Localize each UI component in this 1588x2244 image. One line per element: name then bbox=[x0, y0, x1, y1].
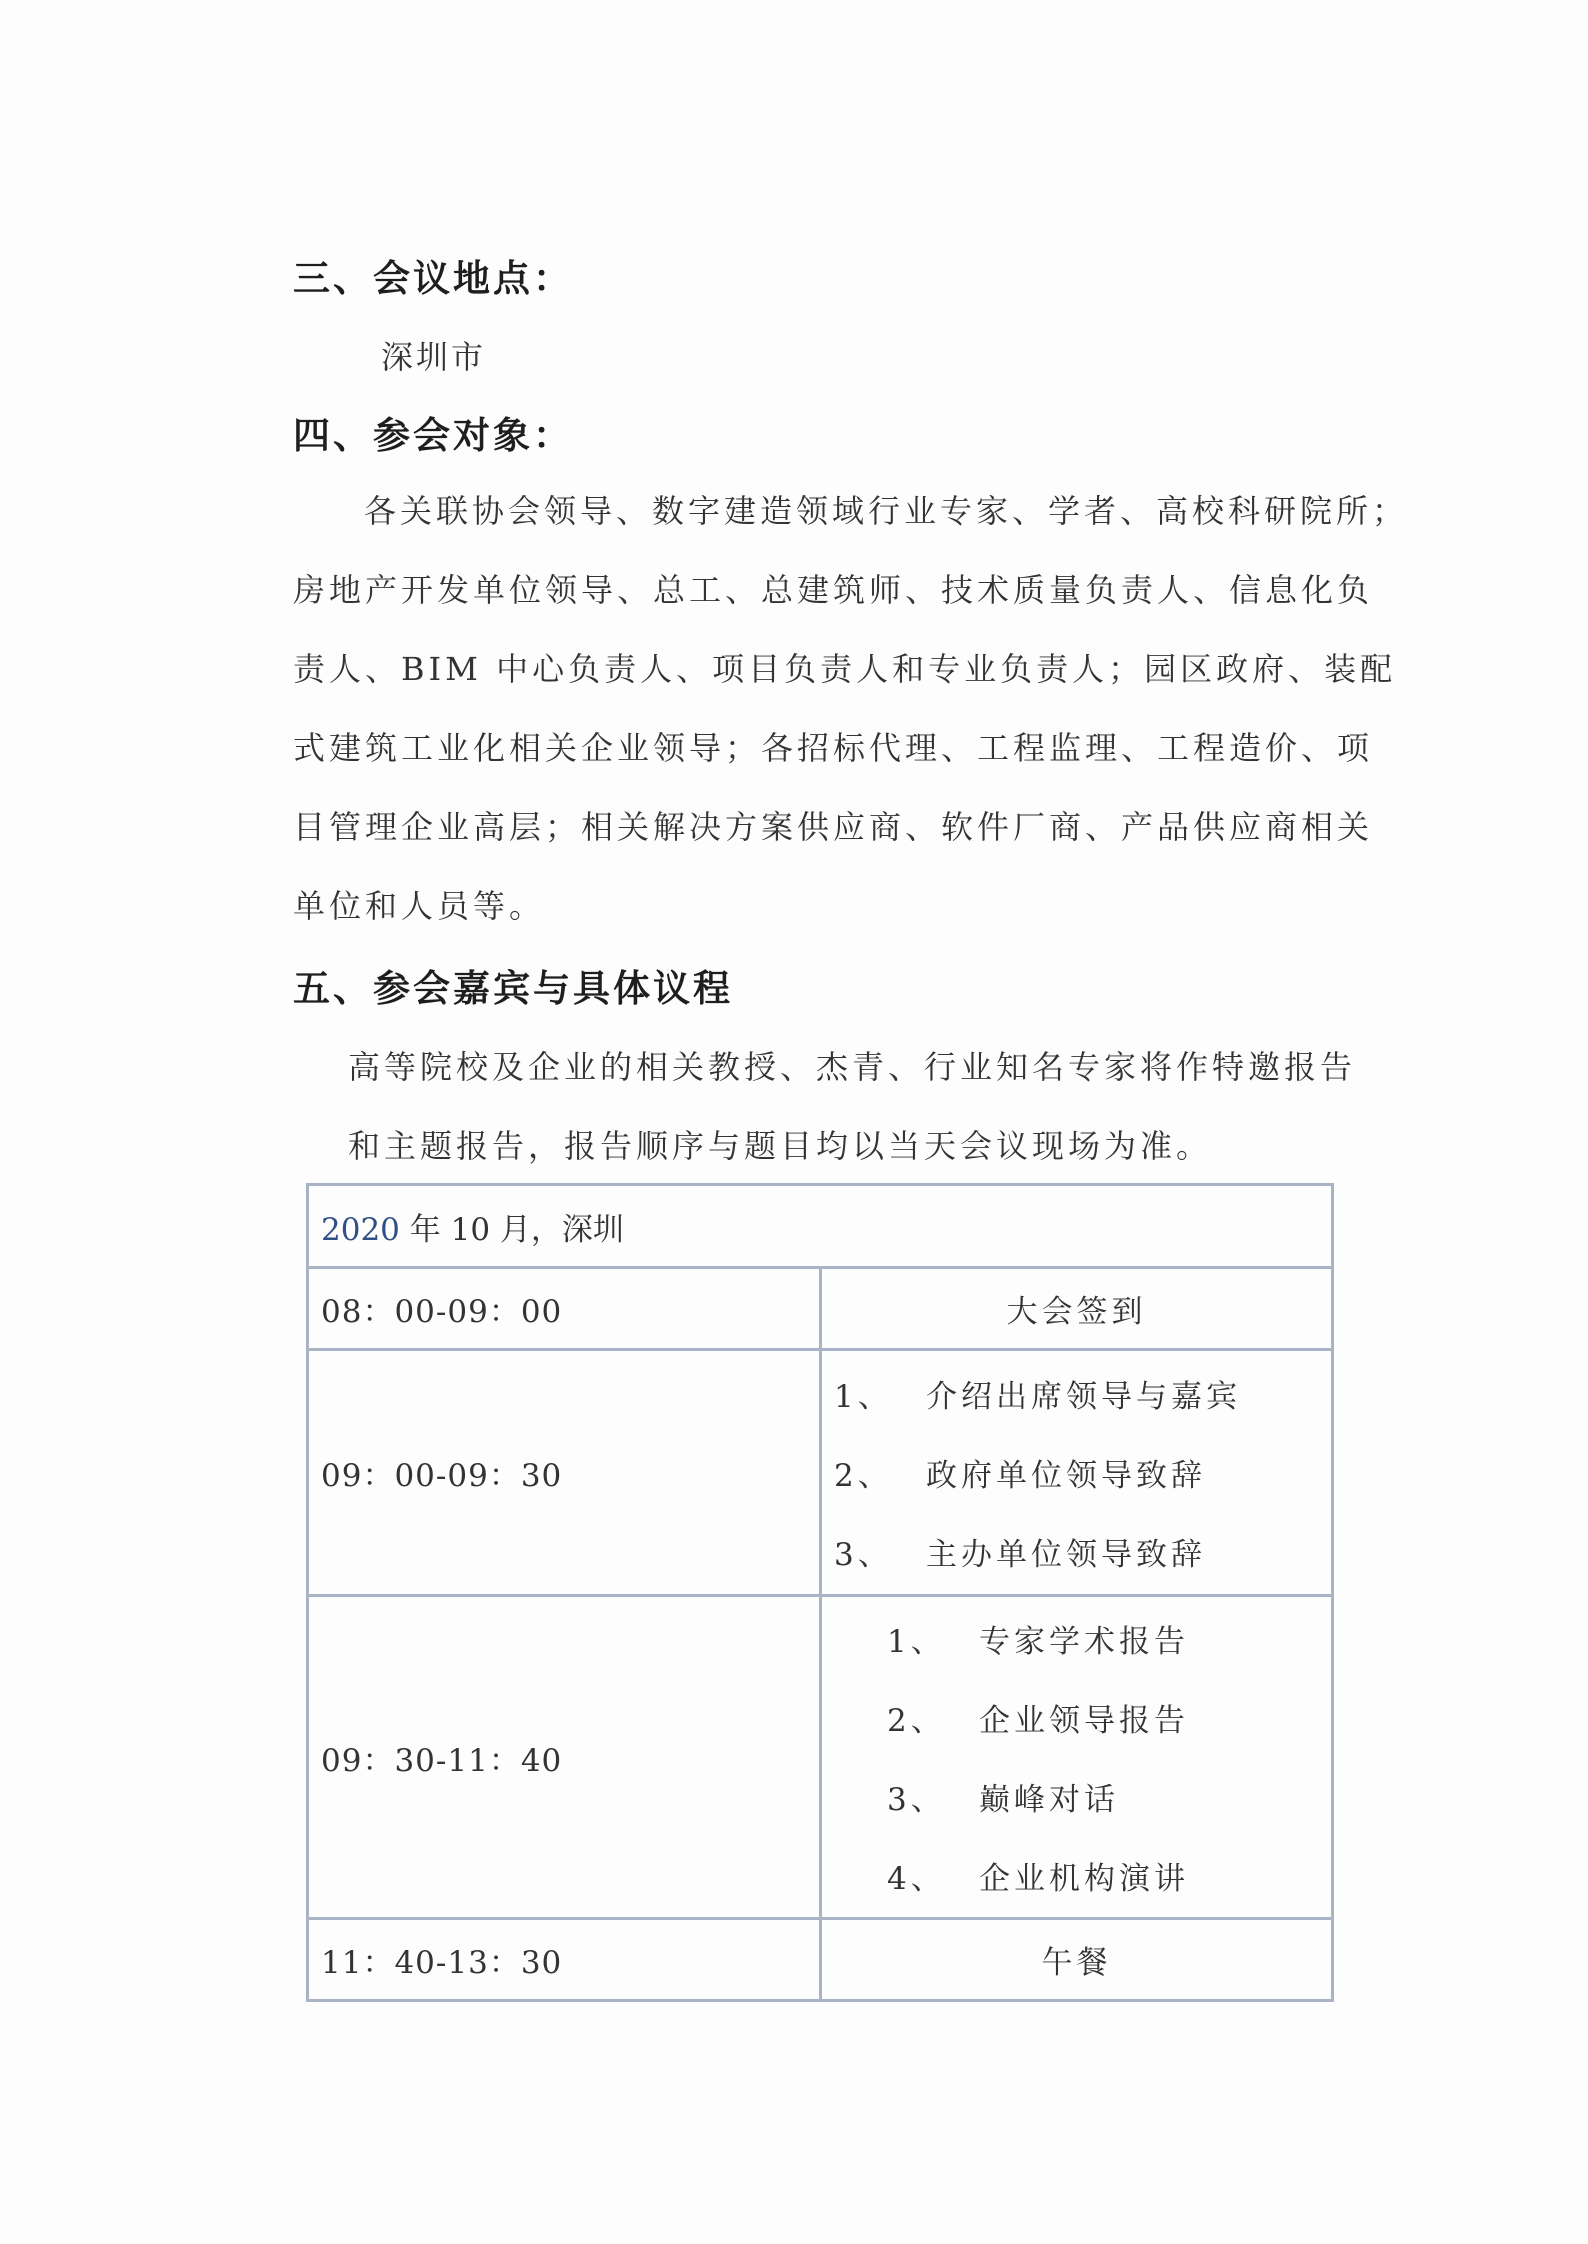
agenda-date bbox=[308, 1185, 1333, 1268]
section5-intro bbox=[348, 1028, 1357, 1186]
agenda-item-text: 介绍出席领导与嘉宾 bbox=[926, 1379, 1241, 1415]
agenda-item bbox=[887, 1599, 1319, 1678]
agenda-item bbox=[834, 1354, 1319, 1433]
agenda-item-num: 1、 bbox=[887, 1624, 946, 1660]
section4-body bbox=[293, 551, 1397, 946]
agenda-item-num: 4、 bbox=[887, 1861, 946, 1897]
section5-line: 高等院校及企业的相关教授、杰青、行业知名专家将作特邀报告 bbox=[348, 1048, 1357, 1086]
agenda-item-text: 专家学术报告 bbox=[979, 1624, 1189, 1660]
agenda-item bbox=[834, 1512, 1319, 1591]
section4-line: 单位和人员等。 bbox=[293, 887, 546, 925]
agenda-item bbox=[834, 1433, 1319, 1512]
agenda-activity-list bbox=[821, 1350, 1333, 1596]
section4-line: 目管理企业高层；相关解决方案供应商、软件厂商、产品供应商相关 bbox=[293, 808, 1374, 846]
agenda-date-year: 2020 bbox=[321, 1211, 400, 1248]
agenda-item bbox=[887, 1757, 1319, 1836]
agenda-item-text: 政府单位领导致辞 bbox=[926, 1458, 1206, 1494]
agenda-item-num: 1、 bbox=[834, 1379, 893, 1415]
agenda-table bbox=[306, 1183, 1334, 2002]
section4-line: 房地产开发单位领导、总工、总建筑师、技术质量负责人、信息化负 bbox=[293, 571, 1374, 609]
section3-heading: 三、会议地点： bbox=[293, 257, 573, 300]
agenda-time: 08：00-09：00 bbox=[308, 1268, 821, 1350]
agenda-item-num: 2、 bbox=[834, 1458, 893, 1494]
agenda-row bbox=[308, 1596, 1333, 1919]
agenda-row bbox=[308, 1268, 1333, 1350]
section4-line: 责人、BIM 中心负责人、项目负责人和专业负责人；园区政府、装配 bbox=[293, 650, 1397, 688]
agenda-item bbox=[887, 1836, 1319, 1915]
section3-content: 深圳市 bbox=[381, 338, 487, 376]
agenda-date-row bbox=[308, 1185, 1333, 1268]
agenda-time: 11：40-13：30 bbox=[308, 1919, 821, 2001]
agenda-item-text: 企业机构演讲 bbox=[979, 1861, 1189, 1897]
section4-first-line bbox=[364, 472, 1409, 551]
agenda-time: 09：00-09：30 bbox=[308, 1350, 821, 1596]
section5-heading: 五、参会嘉宾与具体议程 bbox=[293, 967, 733, 1010]
agenda-item-text: 主办单位领导致辞 bbox=[926, 1537, 1206, 1573]
agenda-item-num: 3、 bbox=[887, 1782, 946, 1818]
section4-heading: 四、参会对象： bbox=[293, 414, 573, 457]
agenda-item-text: 巅峰对话 bbox=[979, 1782, 1119, 1818]
agenda-activity: 午餐 bbox=[821, 1919, 1333, 2001]
agenda-item-num: 2、 bbox=[887, 1703, 946, 1739]
agenda-row bbox=[308, 1350, 1333, 1596]
agenda-activity-list bbox=[821, 1596, 1333, 1919]
agenda-date-rest: 年 10 月，深圳 bbox=[399, 1211, 624, 1248]
agenda-item bbox=[887, 1678, 1319, 1757]
agenda-item-num: 3、 bbox=[834, 1537, 893, 1573]
agenda-activity: 大会签到 bbox=[821, 1268, 1333, 1350]
agenda-time: 09：30-11：40 bbox=[308, 1596, 821, 1919]
section4-line: 各关联协会领导、数字建造领域行业专家、学者、高校科研院所； bbox=[364, 492, 1409, 530]
agenda-row bbox=[308, 1919, 1333, 2001]
section4-line: 式建筑工业化相关企业领导；各招标代理、工程监理、工程造价、项 bbox=[293, 729, 1374, 767]
section5-line: 和主题报告，报告顺序与题目均以当天会议现场为准。 bbox=[348, 1127, 1213, 1165]
agenda-item-text: 企业领导报告 bbox=[979, 1703, 1189, 1739]
